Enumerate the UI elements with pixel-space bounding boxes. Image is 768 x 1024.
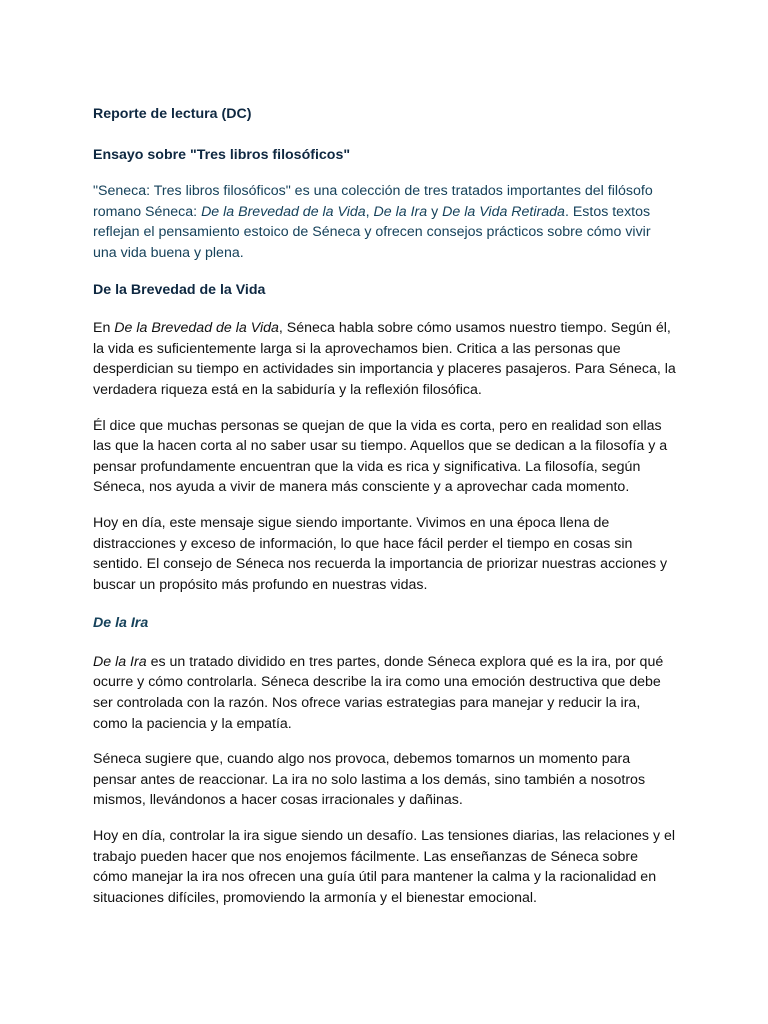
brevedad-paragraph-2: Él dice que muchas personas se quejan de que la vida es corta, pero en realidad son ellas las que la hacen corta al no saber usar su tiempo. Aquellos que se dedican a la filosofía y a pensar profundamente encuentran que la vida es rica y significativa. La filosofía, según Séneca, nos ayuda a vivir de manera más consciente y a aprovechar cada momento.	[93, 417, 668, 496]
brevedad-paragraph-1	[93, 318, 676, 400]
brevedad-paragraph-3: Hoy en día, este mensaje sigue siendo importante. Vivimos en una época llena de distracciones y exceso de información, lo que hace fácil perder el tiempo en cosas sin sentido. El consejo de Séneca nos recuerda la importancia de priorizar nuestras acciones y buscar un propósito más profundo en nuestras vidas.	[93, 514, 668, 593]
section-heading-brevedad: De la Brevedad de la Vida	[93, 281, 266, 298]
brevedad-p1-work: De la Brevedad de la Vida	[114, 320, 279, 337]
ira-paragraph-3: Hoy en día, controlar la ira sigue siendo un desafío. Las tensiones diarias, las relaciones y el trabajo pueden hacer que nos enojemos fácilmente. Las enseñanzas de Séneca sobre cómo manejar la ira nos ofrecen una guía útil para mantener la calma y la racionalidad en situaciones difíciles, promoviendo la armonía y el bienestar emocional.	[93, 828, 676, 906]
intro-paragraph	[93, 181, 676, 263]
section-heading-ira: De la Ira	[93, 615, 149, 632]
brevedad-p1-post: , Séneca habla sobre cómo usamos nuestro tiempo. Según él, la vida es suficientemente larga si la aprovechamos bien. Critica a las personas que desperdician su tiempo en actividades sin importancia y placeres pasajeros. Para Séneca, la verdadera riqueza está en la sabiduría y la reflexión filosófica.	[93, 320, 676, 398]
intro-text-3: y	[427, 203, 443, 220]
ira-paragraph-2: Séneca sugiere que, cuando algo nos provoca, debemos tomarnos un momento para pensar antes de reaccionar. La ira no solo lastima a los demás, sino también a nosotros mismos, llevándonos a hacer cosas irracionales y dañinas.	[93, 751, 646, 809]
intro-work-vida-retirada: De la Vida Retirada	[442, 203, 565, 220]
report-title: Reporte de lectura (DC)	[93, 106, 252, 122]
intro-text-4: . Estos textos reflejan el pensamiento estoico de Séneca y ofrecen consejos prácticos sobre cómo vivir una vida buena y plena.	[93, 203, 651, 261]
intro-work-brevedad: De la Brevedad de la Vida	[201, 203, 366, 220]
brevedad-p1-pre: En	[93, 320, 115, 337]
intro-text-1: "Seneca: Tres libros filosóficos" es una colección de tres tratados importantes del filósofo romano Séneca:	[93, 183, 653, 220]
essay-title: Ensayo sobre "Tres libros filosóficos"	[93, 146, 351, 163]
ira-paragraph-1	[93, 652, 676, 734]
ira-p1-work: De la Ira	[93, 653, 147, 670]
ira-p1-post: es un tratado dividido en tres partes, donde Séneca explora qué es la ira, por qué ocurre y cómo controlarla. Séneca describe la ira como una emoción destructiva que debe ser controlada con la razón. Nos ofrece varias estrategias para manejar y reducir la ira, como la paciencia y la empatía.	[93, 653, 664, 732]
intro-text-2: ,	[365, 203, 374, 220]
intro-work-ira: De la Ira	[373, 203, 428, 220]
